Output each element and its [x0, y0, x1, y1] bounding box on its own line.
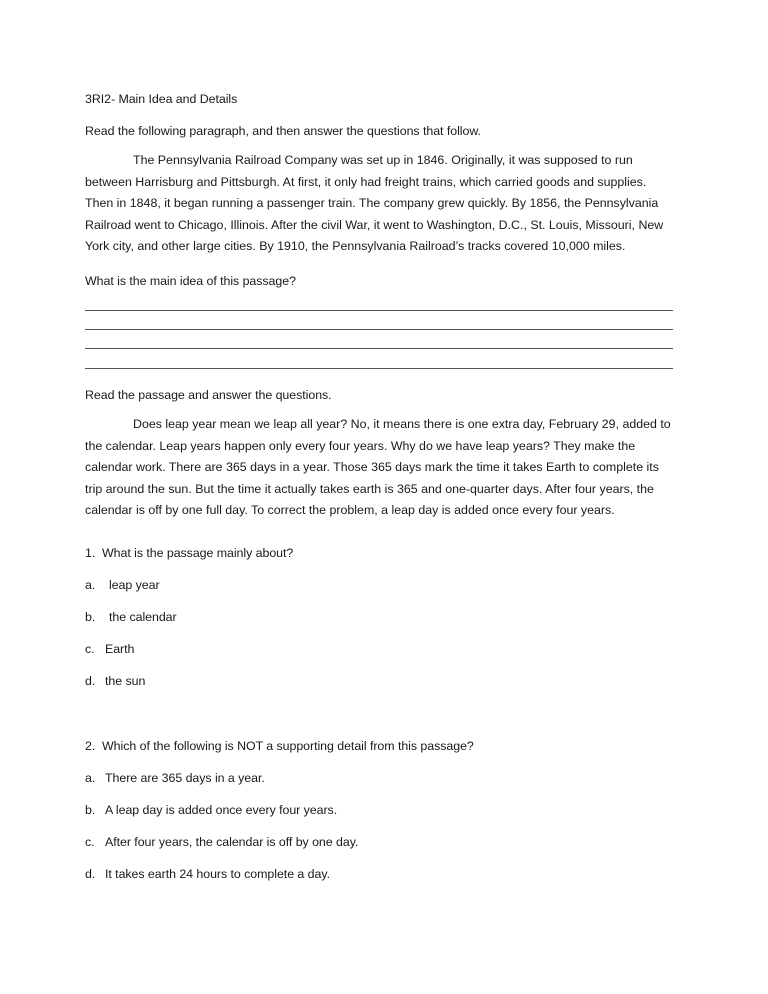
question-1-number: 1. — [85, 546, 96, 560]
worksheet-heading: 3RI2- Main Idea and Details — [85, 92, 238, 106]
question-2-option-b[interactable]: b. A leap day is added once every four years. — [85, 803, 338, 817]
question-2-number: 2. — [85, 739, 96, 753]
main-idea-question: What is the main idea of this passage? — [85, 274, 296, 288]
question-1-text: What is the passage mainly about? — [102, 546, 294, 560]
answer-line-1[interactable] — [85, 310, 673, 311]
question-1-option-b[interactable]: b. the calendar — [85, 610, 177, 624]
answer-line-2[interactable] — [85, 329, 673, 330]
question-2 — [85, 738, 474, 754]
section2-instruction: Read the passage and answer the questions. — [85, 388, 332, 402]
answer-line-3[interactable] — [85, 348, 673, 349]
railroad-passage: The Pennsylvania Railroad Company was set up in 1846. Originally, it was supposed to run between Harrisburg and Pittsburgh. At first, it only had freight trains, which carried goods and supplies. Then in 1848, it began running a passenger train. The company grew quickly. By 1856, the Pennsylvania Railroad went to Chicago, Illinois. After the civil War, it went to Washington, D.C., St. Louis, Missouri, New York city, and other large cities. By 1910, the Pennsylvania Railroad’s tracks covered 10,000 miles. — [85, 153, 664, 253]
section1-instruction: Read the following paragraph, and then answer the questions that follow. — [85, 124, 481, 138]
question-2-text: Which of the following is NOT a supporting detail from this passage? — [102, 739, 474, 753]
question-2-option-d[interactable]: d. It takes earth 24 hours to complete a day. — [85, 867, 330, 881]
question-1-option-a[interactable]: a. leap year — [85, 578, 160, 592]
question-1-option-c[interactable]: c. Earth — [85, 642, 135, 656]
leap-year-passage: Does leap year mean we leap all year? No, it means there is one extra day, February 29, added to the calendar. Leap years happen only every four years. Why do we have leap years? They make the calendar work. There are 365 days in a year. Those 365 days mark the time it takes Earth to complete its trip around the sun. But the time it actually takes earth is 365 and one-quarter days. After four years, the calendar is off by one full day. To correct the problem, a leap day is added once every four years. — [85, 417, 671, 517]
question-2-option-a[interactable]: a. There are 365 days in a year. — [85, 771, 265, 785]
answer-line-4[interactable] — [85, 368, 673, 369]
question-1 — [85, 545, 293, 561]
question-1-option-d[interactable]: d. the sun — [85, 674, 146, 688]
question-2-option-c[interactable]: c. After four years, the calendar is off by one day. — [85, 835, 359, 849]
